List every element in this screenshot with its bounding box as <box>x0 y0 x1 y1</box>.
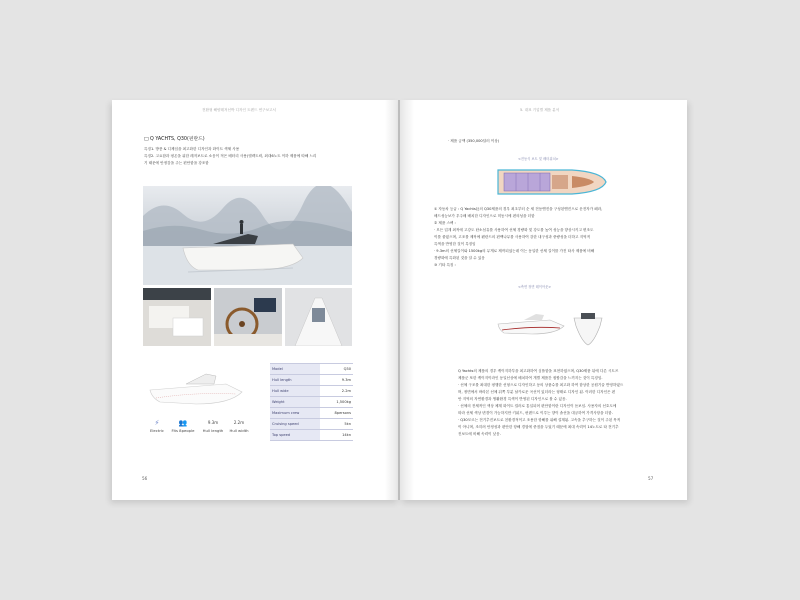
people-icon: 👥 <box>178 419 188 427</box>
hull-length-value: 9.3m <box>207 420 219 425</box>
body-line: · 9.3m의 선체길이와 1500kg의 무게로 제작되었는데 이는 동일한 선체 길이를 가진 타사 제품에 비해 <box>434 249 595 253</box>
feature-label: Hull length <box>202 428 224 433</box>
figure-caption: <전동식 보트 및 배터위치> <box>518 157 559 161</box>
spec-label: Weight <box>270 397 320 408</box>
table-row <box>270 386 353 397</box>
lightning-icon: ⚡ <box>154 419 160 427</box>
interior-photo-seating <box>143 288 211 346</box>
body-line: 이 아니며, 조히려 안정성과 편안한 항해 경험에 중점을 두었기 때문에 최대 속력이 14노트로 타 전기추 <box>458 425 619 429</box>
spec-label: Hull length <box>270 375 320 386</box>
left-page <box>112 100 399 500</box>
front-view-drawing <box>570 310 606 346</box>
table-row <box>270 397 353 408</box>
body-line: 특색을 반영한 것이 특징임 <box>434 242 476 246</box>
table-row <box>270 419 353 430</box>
table-row <box>270 430 353 441</box>
top-layout-drawing <box>494 164 608 200</box>
paragraph-line: 특징1. 방풍 & 디제임을 최고화한 디자인과 화이트 색채 사용 <box>144 147 240 151</box>
body-line: ② 제품 스펙 : <box>434 221 456 225</box>
interior-photo-helm <box>214 288 282 346</box>
spec-value: 8persons <box>320 408 353 419</box>
spec-label: Top speed <box>270 430 320 441</box>
hull-width-feature <box>226 418 252 433</box>
body-line: Q Yachts의 제품의 경우 케이지하부을 최고화하여 심플함을 표현하였으며, Q30제품 뒤에 다른 시트즈 <box>458 369 619 373</box>
body-line: 안 지역의 자연환경과 생활환경 특색이 반영된 디자인으로 볼 수 있음. <box>458 397 567 401</box>
body-line: · 선체의 전체적인 색상 체계 화이트 컬러로 통일되어 편안함이란 디자인이 돋보임. 사용자의 선호도에 <box>458 404 617 408</box>
paragraph-line: 기 때문에 안정감을 주는 편안함을 강조함 <box>144 161 209 165</box>
book-spine <box>398 100 400 500</box>
gutter-shadow <box>400 100 414 500</box>
body-line: · 선체 구조를 최대한 평행한 선형으로 디자인하고 동의 상품수를 최고화 하여 함상한 공원기술 반영하였으 <box>458 383 624 387</box>
body-line: 배드성능보가 우주배 배치한 디자인으로 미동시에 편의성을 더함 <box>434 214 535 218</box>
feature-label: Fits 8people <box>171 428 195 433</box>
hull-length-feature <box>200 418 226 433</box>
spec-value: 9.3m <box>320 375 353 386</box>
spec-value: Q30 <box>320 364 353 375</box>
spec-label: Hull wide <box>270 386 320 397</box>
feature-label: Electric <box>149 428 165 433</box>
body-line: 진보트에 비해 속력이 낮음. <box>458 432 501 436</box>
right-page <box>400 100 687 500</box>
page-number: 57 <box>648 476 654 481</box>
spec-label: Cruising speed <box>270 419 320 430</box>
body-line: 이를 줄였으며, 고조를 제작에 펜란드의 편백나무를 사용하여 강한 내구성과 중량성을 더하고 지역적 <box>434 235 591 239</box>
capacity-feature <box>170 418 196 433</box>
spec-label: Maximum crew <box>270 408 320 419</box>
running-head: 전환형 해양레저선박 디자인 트렌드 연구보고서 <box>202 108 276 112</box>
spec-value: 5kn <box>320 419 353 430</box>
side-view-drawing <box>496 308 566 338</box>
spec-value: 1,500kg <box>320 397 353 408</box>
spec-table <box>270 363 353 441</box>
interior-photo-cabin <box>285 288 352 346</box>
body-line: 경량화에 특화된 것을 알 수 있음 <box>434 256 485 260</box>
table-row <box>270 375 353 386</box>
body-line: 따라 선체 색상 변경이 가능하지만 키워드, 펀랜드로 이루는 향이 솔선을 대궁하여 가격사항을 더함. <box>458 411 613 415</box>
table-row <box>270 408 353 419</box>
body-line: ③ 기타 특징 : <box>434 263 456 267</box>
boat-line-drawing <box>146 362 246 408</box>
section-title: □ Q YACHTS, Q30(핀란드) <box>144 137 205 142</box>
table-row <box>270 364 353 375</box>
gutter-shadow <box>385 100 399 500</box>
running-head: 5. 대표 기업별 제품 분석 <box>520 108 560 112</box>
body-line: 제품군 또한 케이지이라인 동일선상에 배치하여 개별 제품간 접합감을 느끼지는 것이 특징임. <box>458 376 603 380</box>
paragraph-line: 특징2. 고요함과 평온을 위한 레저보트로 소음이 적은 배터리 사용(엘렉트릭, 최대6노트 이하 제품에 따해 느리 <box>144 154 317 158</box>
spec-value: 2.2m <box>320 386 353 397</box>
hull-width-value: 2.2m <box>233 420 245 425</box>
spec-value: 14kn <box>320 430 353 441</box>
electric-feature <box>144 418 170 433</box>
body-line: · Q30모르는 전기추진보트로 친환경적이고 조용한 항해를 위해 설계됨. 고속을 추구하는 것이 주된 목적 <box>458 418 621 422</box>
body-line: ① 자동차 등급 : Q Yachts社의 Q30제품의 경우 최초부터 순 세 전동엔진을 구성된엔진으로 운전자가 페라, <box>434 207 603 211</box>
page-number: 56 <box>142 476 148 481</box>
price-line: · 제품 금액 (350,000달러 이상) <box>448 139 500 143</box>
feature-label: Hull width <box>229 428 249 433</box>
hero-boat-photo <box>143 186 352 285</box>
spec-label: Model <box>270 364 320 375</box>
figure-caption: <측면 정면 레이아웃> <box>518 285 552 289</box>
body-line: 며, 정면에서 바라본 선체 뒤쪽 부분 날카로운 곡선이 있더라는 형태로 디자인 됨. 이러한 디자인은 편 <box>458 390 616 394</box>
body-line: · 모든 업계 최적에 고강도 탄소섬유를 사용하여 선체 경량화 및 강도를 높여 성능을 향상시키고 변조도 <box>434 228 594 232</box>
